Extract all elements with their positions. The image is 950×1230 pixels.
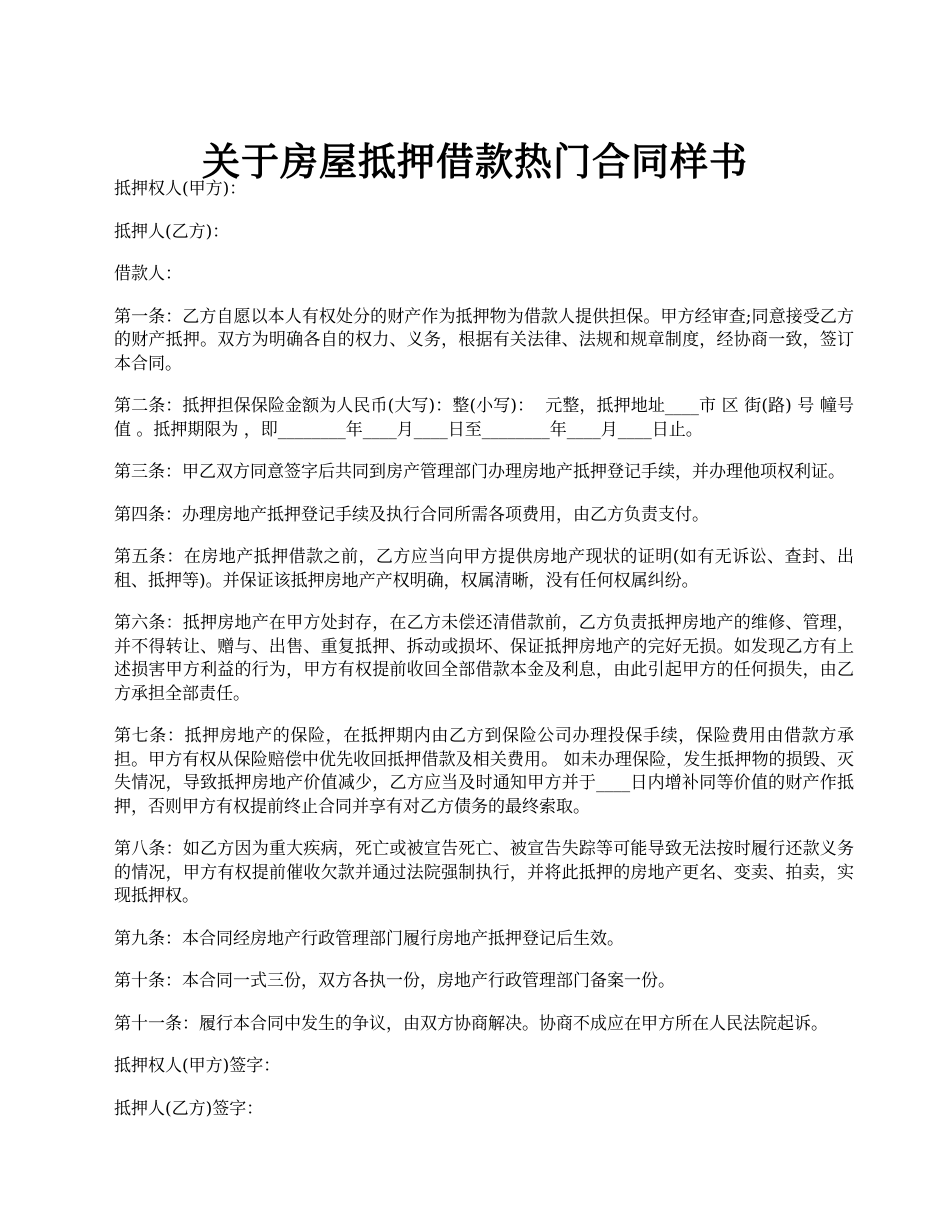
clause-9: 第九条：本合同经房地产行政管理部门履行房地产抵押登记后生效。 [114,928,624,949]
document-body [114,178,854,1121]
party-a-signature: 抵押权人(甲方)签字： [114,1056,281,1076]
clause-3: 第三条：甲乙双方同意签字后共同到房产管理部门办理房地产抵押登记手续，并办理他项权利证。 [114,462,845,482]
clause-5: 第五条：在房地产抵押借款之前，乙方应当向甲方提供房地产现状的证明(如有无诉讼、查封、出租、抵押等)。并保证该抵押房地产产权明确，权属清晰，没有任何权属纠纷。 [114,547,854,591]
borrower-field: 借款人： [114,264,182,284]
document-title: 关于房屋抵押借款热门合同样书 [201,139,748,185]
party-b-field: 抵押人(乙方)： [114,221,230,242]
clause-6: 第六条：抵押房地产在甲方处封存，在乙方未偿还清借款前，乙方负责抵押房地产的维修、管理，并不得转让、赠与、出售、重复抵押、拆动或损坏、保证抵押房地产的完好无损。如发现乙方有上述损害甲方利益的行为，甲方有权提前收回全部借款本金及利息，由此引起甲方的任何损失，由乙方承担全部责任。 [114,613,854,704]
party-a-field: 抵押权人(甲方)： [114,179,247,199]
clause-11: 第十一条：履行本合同中发生的争议，由双方协商解决。协商不成应在甲方所在人民法院起诉。 [114,1013,828,1034]
clause-7: 第七条：抵押房地产的保险，在抵押期内由乙方到保险公司办理投保手续，保险费用由借款方承担。甲方有权从保险赔偿中优先收回抵押借款及相关费用。 如未办理保险，发生抵押物的损毁、灭失情况，导致抵押房地产价值减少，乙方应当及时通知甲方并于____日内增补同等价值的财产作抵押，否则甲方有权提前终止合同并享有对乙方债务的最终索取。 [114,726,854,817]
clause-1: 第一条：乙方自愿以本人有权处分的财产作为抵押物为借款人提供担保。甲方经审查;同意接受乙方的财产抵押。双方为明确各自的权力、义务，根据有关法律、法规和规章制度，经协商一致，签订本合同。 [114,306,854,374]
party-b-signature: 抵押人(乙方)签字： [114,1098,264,1119]
clause-8: 第八条：如乙方因为重大疾病，死亡或被宣告死亡、被宣告失踪等可能导致无法按时履行还款义务的情况，甲方有权提前催收欠款并通过法院强制执行，并将此抵押的房地产更名、变卖、拍卖，实现抵押权。 [114,839,854,906]
clause-2: 第二条：抵押担保保险金额为人民币(大写)：整(小写)： 元整，抵押地址____市 区 街(路) 号 幢号值 。抵押期限为 ，即________年____月____日至________年____月____日止。 [114,396,854,440]
clause-10: 第十条：本合同一式三份，双方各执一份，房地产行政管理部门备案一份。 [114,971,675,991]
clause-4: 第四条：办理房地产抵押登记手续及执行合同所需各项费用，由乙方负责支付。 [114,504,709,525]
